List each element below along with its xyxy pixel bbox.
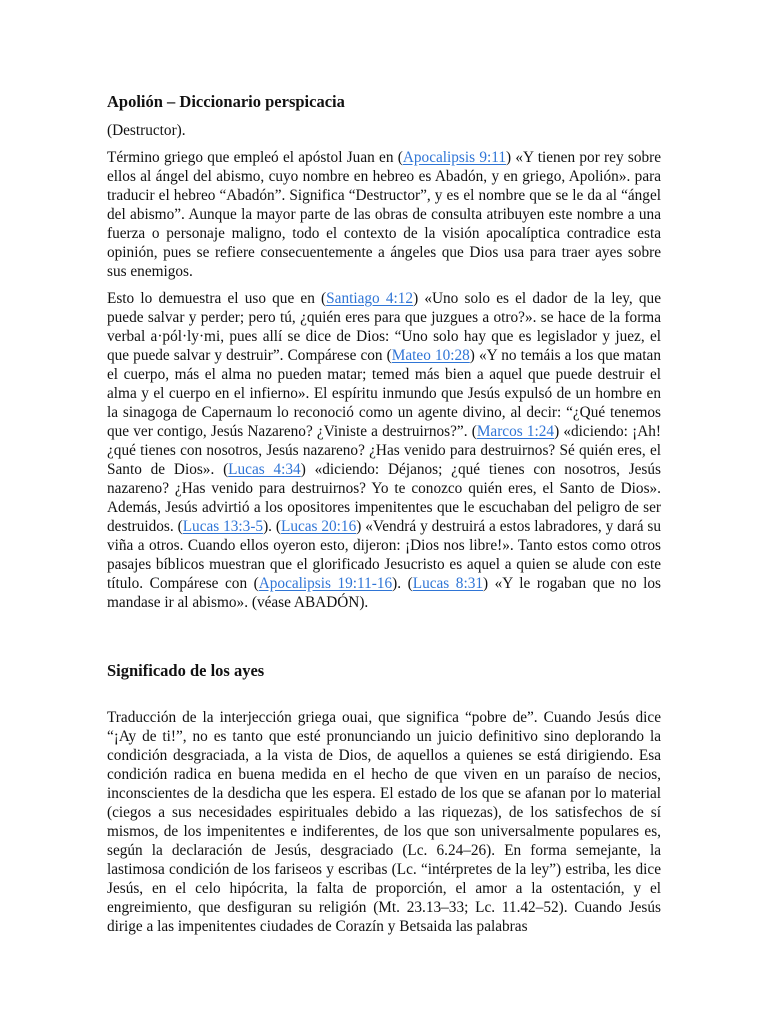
paragraph-text: Término griego que empleó el apóstol Juan en ( [107, 149, 403, 166]
paragraph-text: ) «diciendo: ¡Ah! ¿qué tienes con nosotros, Jesús nazareno? ¿Has venido para destruirnos? Sé quién eres, el Santo de Dios». ( [107, 423, 661, 478]
paragraph-text: ). ( [263, 518, 281, 535]
scripture-link[interactable]: Lucas 4:34 [228, 461, 301, 478]
paragraph-text: ) «Y le rogaban que no los mandase ir al abismo». (véase ABADÓN). [107, 575, 661, 611]
section-title-apolion: Apolión – Diccionario perspicacia [107, 92, 345, 111]
document-body [107, 88, 661, 936]
paragraph-apolion-evidence [107, 289, 661, 612]
scripture-link[interactable]: Santiago 4:12 [326, 290, 414, 307]
scripture-link[interactable]: Apocalipsis 9:11 [402, 149, 506, 166]
paragraph-apolion-definition [107, 148, 661, 281]
paragraph-text: ) «Y no temáis a los que matan el cuerpo, más el alma no pueden matar; temed más bien a aquel que puede destruir el alma y el cuerpo en el infierno». El espíritu inmundo que Jesús expulsó de un hombre en la sinagoga de Capernaum lo reconoció como un agente divino, al decir: “¿Qué tenemos que ver contigo, Jesús Nazareno? ¿Viniste a destruirnos?”. ( [107, 347, 661, 440]
paragraph-text: ) «diciendo: Déjanos; ¿qué tienes con nosotros, Jesús nazareno? ¿Has venido para destruirnos? Yo te conozco quién eres, el Santo de Dios». Además, Jesús advirtió a los opositores impenitentes que le escuchaban del peligro de ser destruidos. ( [107, 461, 661, 535]
paragraph-text: ) «Vendrá y destruirá a estos labradores, y dará su viña a otros. Cuando ellos oyeron esto, dijeron: ¡Dios nos libre!». Tanto estos como otros pasajes bíblicos muestran que el glorificado Jesucristo es aquel a quien se alude con este título. Compárese con ( [107, 518, 661, 592]
scripture-link[interactable]: Marcos 1:24 [476, 423, 555, 440]
paragraph-text: ) «Uno solo es el dador de la ley, que puede salvar y perder; pero tú, ¿quién eres para que juzgues a otro?». se hace de la forma verbal a·pól·ly·mi, pues allí se dice de Dios: “Uno solo hay que es legislador y juez, el que puede salvar y destruir”. Compárese con ( [107, 290, 661, 364]
scripture-link[interactable]: Lucas 20:16 [280, 518, 357, 535]
scripture-link[interactable]: Mateo 10:28 [391, 347, 470, 364]
paragraph-text: Esto lo demuestra el uso que en ( [107, 290, 327, 307]
scripture-link[interactable]: Apocalipsis 19:11-16 [258, 575, 393, 592]
section-subtitle-destructor: (Destructor). [107, 122, 186, 139]
scripture-link[interactable]: Lucas 13:3-5 [182, 518, 264, 535]
paragraph-text: ). ( [392, 575, 413, 592]
scripture-link[interactable]: Lucas 8:31 [412, 575, 483, 592]
paragraph-ayes-meaning: Traducción de la interjección griega ouai, que significa “pobre de”. Cuando Jesús dice “¡Ay de ti!”, no es tanto que esté pronunciando un juicio definitivo sino deplorando la condición desgraciada, a la vista de Dios, de aquellos a quienes se está dirigiendo. Esa condición radica en buena medida en el hecho de que viven en un paraíso de necios, inconscientes de la desdicha que les espera. El estado de los que se afanan por lo material (ciegos a sus necesidades espirituales debido a las riquezas), de los satisfechos de sí mismos, de los impenitentes e indiferentes, de los que son universalmente populares es, según la declaración de Jesús, desgraciado (Lc. 6.24–26). En forma semejante, la lastimosa condición de los fariseos y escribas (Lc. “intérpretes de la ley”) estriba, les dice Jesús, en el celo hipócrita, la falta de proporción, el amor a la ostentación, y el engreimiento, que desfiguran su religión (Mt. 23.13–33; Lc. 11.42–52). Cuando Jesús dirige a las impenitentes ciudades de Corazín y Betsaida las palabras [107, 709, 661, 935]
paragraph-text: ) «Y tienen por rey sobre ellos al ángel del abismo, cuyo nombre en hebreo es Abadón, y en griego, Apolión». para traducir el hebreo “Abadón”. Significa “Destructor”, y es el nombre que se le da al “ángel del abismo”. Aunque la mayor parte de las obras de consulta atribuyen este nombre a una fuerza o personaje maligno, todo el contexto de la visión apocalíptica contradice esta opinión, pues se refiere consecuentemente a ángeles que Dios usa para traer ayes sobre sus enemigos. [107, 149, 661, 280]
section-title-ayes: Significado de los ayes [107, 661, 265, 680]
